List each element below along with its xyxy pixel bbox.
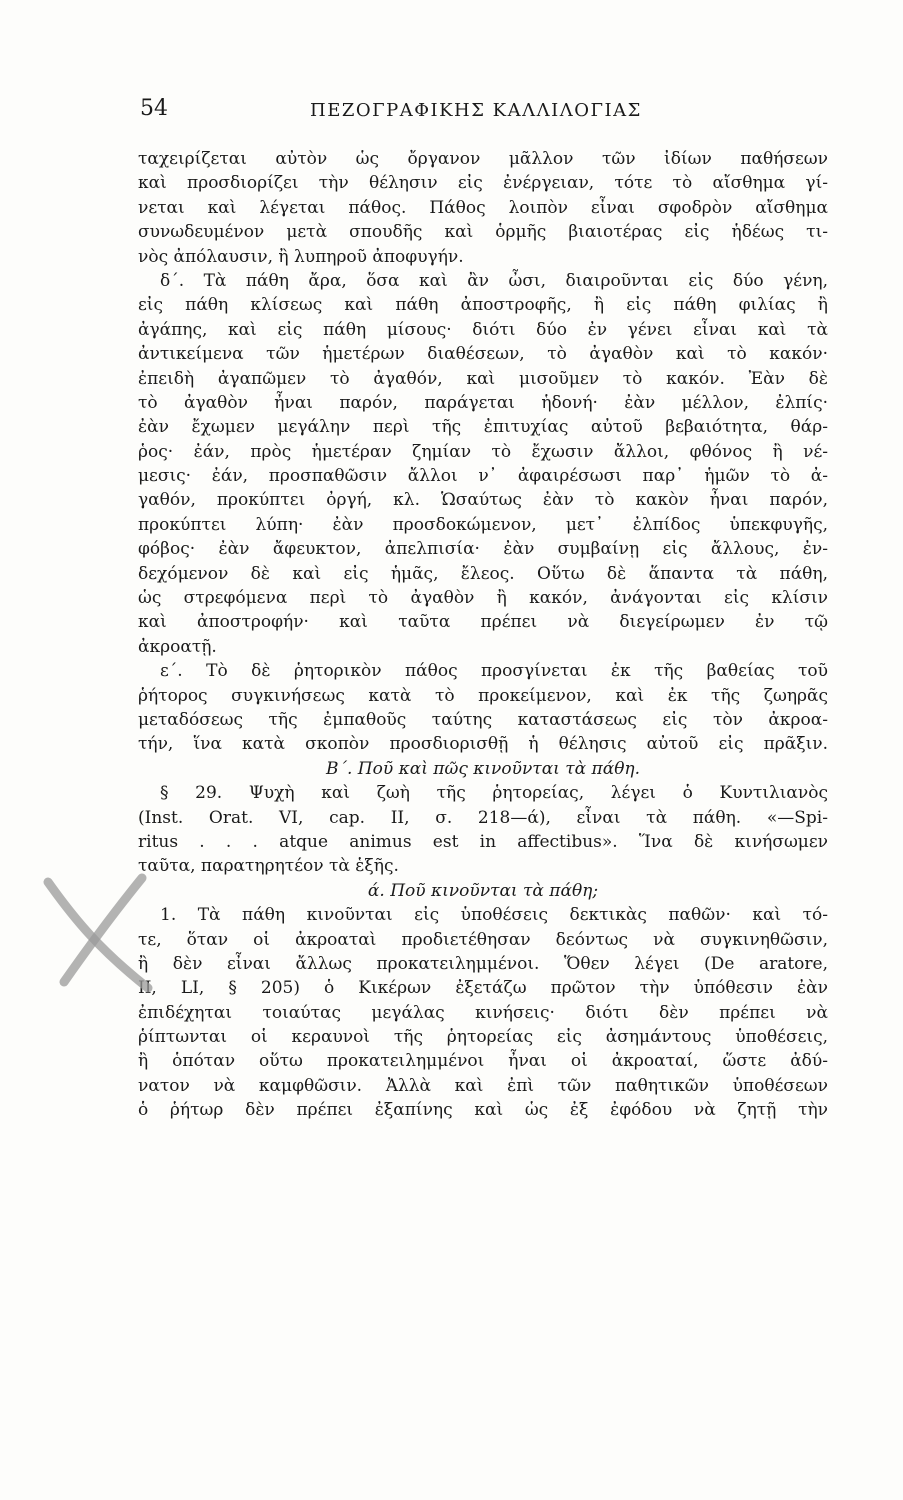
text-line: ταχειρίζεται αὐτὸν ὡς ὄργανον μᾶλλον τῶν ἰδίων παθήσεων xyxy=(138,149,828,169)
text-line: ταῦτα, παρατηρητέον τὰ ἑξῆς. xyxy=(138,856,399,877)
text-line: συνωδευμένον μετὰ σπουδῆς καὶ ὁρμῆς βιαιοτέρας εἰς ἡδέως τι- xyxy=(138,222,828,243)
body-text xyxy=(138,147,828,1123)
text-line: τήν, ἵνα κατὰ σκοπὸν προσδιορισθῇ ἡ θέλησις αὐτοῦ εἰς πρᾶξιν. xyxy=(138,734,828,755)
text-line: ἐὰν ἔχωμεν μεγάλην περὶ τῆς ἐπιτυχίας αὐτοῦ βεβαιότητα, θάρ- xyxy=(138,417,828,438)
text-line: δ΄. Τὰ πάθη ἄρα, ὅσα καὶ ἂν ὦσι, διαιροῦνται εἰς δύο γένη, xyxy=(160,270,828,291)
text-line: 1. Τὰ πάθη κινοῦνται εἰς ὑποθέσεις δεκτικὰς παθῶν· καὶ τό- xyxy=(160,905,828,926)
text-line: μεταδόσεως τῆς ἐμπαθοῦς ταύτης καταστάσεως εἰς τὸν ἀκροα- xyxy=(138,709,828,730)
text-line: ὡς στρεφόμενα περὶ τὸ ἀγαθὸν ἢ κακόν, ἀνάγονται εἰς κλίσιν xyxy=(138,588,828,609)
text-line: ritus . . . atque animus est in affectibus». Ἵνα δὲ κινήσωμεν xyxy=(138,831,828,852)
text-line: ἢ δὲν εἶναι ἄλλως προκατειλημμένοι. Ὅθεν λέγει (De aratore, xyxy=(138,953,828,974)
text-line: νατον νὰ καμφθῶσιν. Ἀλλὰ καὶ ἐπὶ τῶν παθητικῶν ὑποθέσεων xyxy=(138,1075,828,1096)
text-line: καὶ ἀποστροφήν· καὶ ταῦτα πρέπει νὰ διεγείρωμεν ἐν τῷ xyxy=(138,612,828,633)
text-line: ε΄. Τὸ δὲ ῥητορικὸν πάθος προσγίνεται ἐκ τῆς βαθείας τοῦ xyxy=(160,661,828,682)
text-line: ῥος· ἐάν, πρὸς ἡμετέραν ζημίαν τὸ ἔχωσιν ἄλλοι, φθόνος ἢ νέ- xyxy=(138,441,828,462)
text-line: ῥήτορος συγκινήσεως κατὰ τὸ προκείμενον, καὶ ἐκ τῆς ζωηρᾶς xyxy=(138,685,828,706)
page-header xyxy=(140,96,830,128)
text-line: ῥίπτωνται οἱ κεραυνοὶ τῆς ῥητορείας εἰς ἀσημάντους ὑποθέσεις, xyxy=(138,1027,828,1048)
text-line: τὸ ἀγαθὸν ἦναι παρόν, παράγεται ἡδονή· ἐὰν μέλλον, ἐλπίς· xyxy=(138,392,828,413)
text-line: § 29. Ψυχὴ καὶ ζωὴ τῆς ῥητορείας, λέγει ὁ Κυντιλιανὸς xyxy=(160,783,828,804)
text-line: ἀγάπης, καὶ εἰς πάθη μίσους· διότι δύο ἐν γένει εἶναι καὶ τὰ xyxy=(138,319,828,340)
text-line: προκύπτει λύπη· ἐὰν προσδοκώμενον, μετ᾿ ἐλπίδος ὑπεκφυγῆς, xyxy=(138,514,828,535)
text-line: ἐπειδὴ ἀγαπῶμεν τὸ ἀγαθόν, καὶ μισοῦμεν τὸ κακόν. Ἐὰν δὲ xyxy=(138,368,828,389)
text-line: ἀκροατῇ. xyxy=(138,636,217,657)
text-line: καὶ προσδιορίζει τὴν θέλησιν εἰς ἐνέργειαν, τότε τὸ αἴσθημα γί- xyxy=(138,173,828,194)
text-line: φόβος· ἐὰν ἄφευκτον, ἀπελπισία· ἐὰν συμβαίνῃ εἰς ἄλλους, ἐν- xyxy=(138,539,828,560)
section-heading: ά. Ποῦ κινοῦνται τὰ πάθη; xyxy=(367,880,599,901)
text-line: γαθόν, προκύπτει ὀργή, κλ. Ὡσαύτως ἐὰν τὸ κακὸν ἦναι παρόν, xyxy=(138,490,828,511)
text-line: εἰς πάθη κλίσεως καὶ πάθη ἀποστροφῆς, ἢ εἰς πάθη φιλίας ἢ xyxy=(138,295,828,316)
text-line: ἐπιδέχηται τοιαύτας μεγάλας κινήσεις· διότι δὲν πρέπει νὰ xyxy=(138,1002,828,1023)
text-line: νὸς ἀπόλαυσιν, ἢ λυπηροῦ ἀποφυγήν. xyxy=(138,246,464,267)
text-line: (Inst. Orat. VI, cap. II, σ. 218—ά), εἶναι τὰ πάθη. «—Spi- xyxy=(138,807,828,828)
text-line: τε, ὅταν οἱ ἀκροαταὶ προδιετέθησαν δεόντως νὰ συγκινηθῶσιν, xyxy=(138,929,828,950)
text-line: νεται καὶ λέγεται πάθος. Πάθος λοιπὸν εἶναι σφοδρὸν αἴσθημα xyxy=(138,197,828,218)
text-line: II, LI, § 205) ὁ Κικέρων ἐξετάζω πρῶτον τὴν ὑπόθεσιν ἐὰν xyxy=(138,978,828,999)
text-line: δεχόμενον δὲ καὶ εἰς ἡμᾶς, ἔλεος. Οὕτω δὲ ἅπαντα τὰ πάθη, xyxy=(138,563,828,584)
text-line: ἀντικείμενα τῶν ἡμετέρων διαθέσεων, τὸ ἀγαθὸν καὶ τὸ κακόν· xyxy=(138,344,828,365)
running-title: ΠΕΖΟΓΡΑΦΙΚΗΣ ΚΑΛΛΙΛΟΓΙΑΣ xyxy=(310,100,642,121)
handwritten-x-mark xyxy=(30,860,170,1000)
text-line: ἢ ὁπόταν οὕτω προκατειλημμένοι ἦναι οἱ ἀκροαταί, ὥστε ἀδύ- xyxy=(138,1051,828,1072)
text-line: μεσις· ἐάν, προσπαθῶσιν ἄλλοι ν᾿ ἀφαιρέσωσι παρ᾿ ἡμῶν τὸ ἀ- xyxy=(138,466,828,487)
section-heading: Β΄. Ποῦ καὶ πῶς κινοῦνται τὰ πάθη. xyxy=(325,758,641,779)
page-number: 54 xyxy=(140,96,168,121)
text-line: ὁ ῥήτωρ δὲν πρέπει ἐξαπίνης καὶ ὡς ἐξ ἐφόδου νὰ ζητῇ τὴν xyxy=(138,1100,828,1121)
